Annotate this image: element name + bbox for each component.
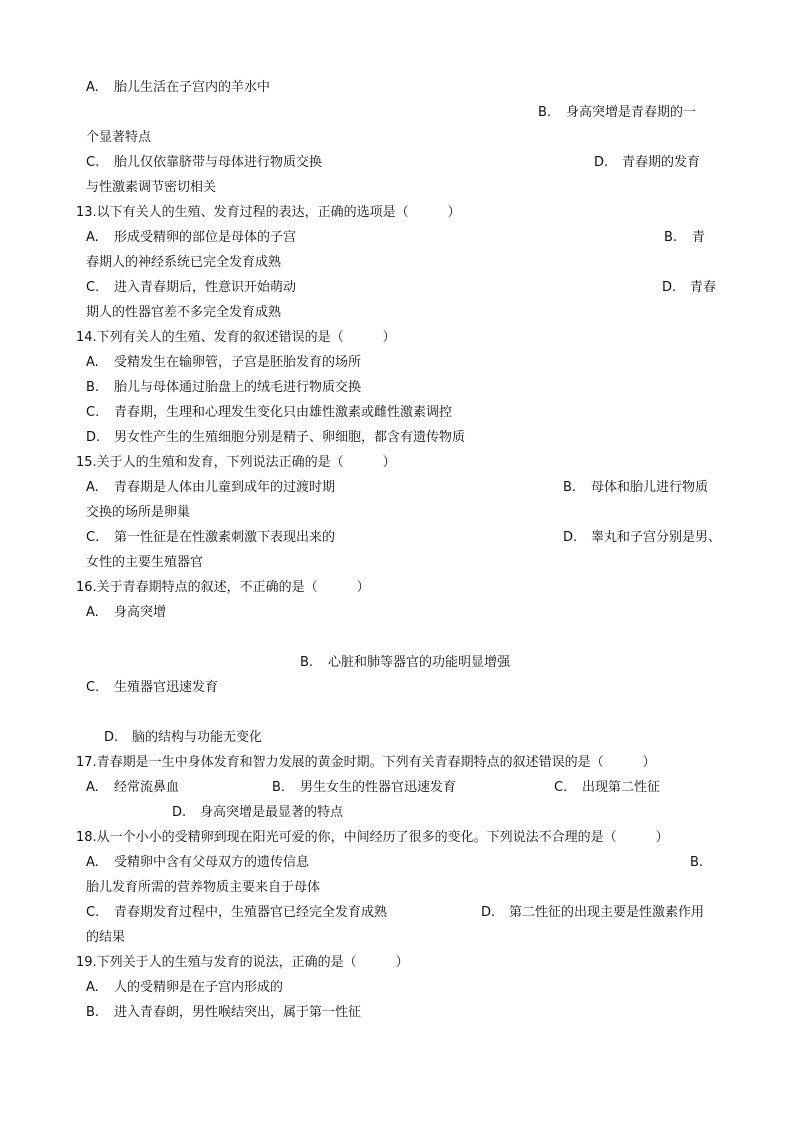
q18-option-d-text: 第二性征的出现主要是性激素作用 [509,905,705,920]
q17-option-a-text: 经常流鼻血 [114,780,180,795]
q14-option-b [86,380,361,396]
q17-option-b [272,780,456,796]
q14-option-d [86,430,465,446]
q16-option-d [104,730,262,746]
q15-option-d-continued: 女性的主要生殖器官 [86,555,204,570]
q15-option-d-label: D. [563,530,578,545]
q12-option-d-text: 青春期的发育 [622,155,701,170]
q18-option-a-text: 受精卵中含有父母双方的遗传信息 [114,855,310,870]
q13-option-c-label: C. [86,280,100,295]
q13-option-d-label: D. [662,280,677,295]
q13-option-d [662,280,716,296]
q13-stem: 13.以下有关人的生殖、发育过程的表达，正确的选项是（ ） [76,205,461,220]
q18-option-c [86,905,387,921]
q13-option-c-text: 进入青春期后，性意识开始萌动 [114,280,297,295]
q12-option-d-label: D. [594,155,609,170]
q13-option-b-text: 青 [692,230,706,245]
q14-option-d-label: D. [86,430,101,445]
q14-option-d-text: 男女性产生的生殖细胞分别是精子、卵细胞，都含有遗传物质 [114,430,466,445]
q18-option-b-continued: 胎儿发育所需的营养物质主要来自于母体 [86,880,321,895]
q13-option-d-continued: 期人的性器官差不多完全发育成熟 [86,305,282,320]
q15-option-a-label: A. [86,480,99,495]
q17-option-d-label: D. [172,805,187,820]
q17-option-a [86,780,179,796]
q14-option-b-label: B. [86,380,100,395]
q12-option-b-label: B. [538,105,552,120]
q17-option-a-label: A. [86,780,99,795]
q13-option-b-label: B. [664,230,678,245]
q16-stem: 16.关于青春期特点的叙述，不正确的是（ ） [76,580,370,595]
q12-option-a-label: A. [86,80,99,95]
q12-option-d [594,155,700,171]
q18-option-b-label: B. [690,855,704,870]
q12-option-c-label: C. [86,155,100,170]
q19-option-a [86,980,283,996]
q13-option-d-text: 青春 [690,280,717,295]
q12-option-c-text: 胎儿仅依靠脐带与母体进行物质交换 [114,155,323,170]
q15-option-b-text: 母体和胎儿进行物质 [591,480,709,495]
q13-option-b [664,230,705,246]
q17-option-d-text: 身高突增是最显著的特点 [200,805,344,820]
q14-option-a [86,355,361,371]
q16-option-c-label: C. [86,680,100,695]
q12-option-d-continued: 与性激素调节密切相关 [86,180,217,195]
q13-option-b-continued: 春期人的神经系统已完全发育成熟 [86,255,282,270]
q17-option-d [172,805,343,821]
q17-option-c-label: C. [554,780,568,795]
q18-option-c-text: 青春期发育过程中，生殖器官已经完全发育成熟 [114,905,388,920]
q16-option-c [86,680,218,696]
q16-option-b-text: 心脏和肺等器官的功能明显增强 [328,655,511,670]
q18-option-d [481,905,704,921]
q15-option-a [86,480,335,496]
q19-option-b-label: B. [86,1005,100,1020]
q16-option-d-text: 脑的结构与功能无变化 [132,730,263,745]
q15-option-d [563,530,721,546]
q18-option-d-continued: 的结果 [86,930,126,945]
q19-option-a-label: A. [86,980,99,995]
q19-option-b [86,1005,361,1021]
q12-option-b-continued: 个显著特点 [86,130,152,145]
q14-option-c [86,405,452,421]
q19-option-a-text: 人的受精卵是在子宫内形成的 [114,980,284,995]
q17-option-b-text: 男生女生的性器官迅速发育 [300,780,457,795]
q16-option-a-text: 身高突增 [114,605,167,620]
q17-option-c-text: 出现第二性征 [582,780,661,795]
q18-stem: 18.从一个小小的受精卵到现在阳光可爱的你，中间经历了很多的变化。下列说法不合理的是（ ） [76,830,669,845]
q16-option-c-text: 生殖器官迅速发育 [114,680,219,695]
q12-option-b [538,105,696,121]
q13-option-a-label: A. [86,230,99,245]
q19-stem: 19.下列关于人的生殖与发育的说法，正确的是（ ） [76,955,409,970]
q15-option-c-text: 第一性征是在性激素刺激下表现出来的 [114,530,336,545]
q17-option-c [554,780,660,796]
q16-option-a-label: A. [86,605,99,620]
q18-option-c-label: C. [86,905,100,920]
q12-option-a [86,80,270,96]
q15-option-b-label: B. [563,480,577,495]
q16-option-a [86,605,166,621]
q15-option-b-continued: 交换的场所是卵巢 [86,505,191,520]
q12-option-c [86,155,322,171]
q17-option-b-label: B. [272,780,286,795]
q19-option-b-text: 进入青春朗，男性喉结突出，属于第一性征 [114,1005,362,1020]
q14-option-c-label: C. [86,405,100,420]
q12-option-b-text: 身高突增是青春期的一 [566,105,697,120]
q17-stem: 17.青春期是一生中身体发育和智力发展的黄金时期。下列有关青春期特点的叙述错误的是（ ） [76,755,656,770]
q13-option-a [86,230,296,246]
q15-option-c-label: C. [86,530,100,545]
q15-stem: 15.关于人的生殖和发育，下列说法正确的是（ ） [76,455,396,470]
q16-option-d-label: D. [104,730,119,745]
q18-option-a [86,855,309,871]
q14-option-a-text: 受精发生在输卵管，子宫是胚胎发育的场所 [114,355,362,370]
q18-option-d-label: D. [481,905,496,920]
q16-option-b [300,655,510,671]
q15-option-c [86,530,335,546]
q14-option-a-label: A. [86,355,99,370]
q14-stem: 14.下列有关人的生殖、发育的叙述错误的是（ ） [76,330,396,345]
q16-option-b-label: B. [300,655,314,670]
q15-option-b [563,480,708,496]
q12-option-a-text: 胎儿生活在子宫内的羊水中 [114,80,271,95]
q15-option-d-text: 睾丸和子宫分别是男、 [591,530,722,545]
q15-option-a-text: 青春期是人体由儿童到成年的过渡时期 [114,480,336,495]
q13-option-c [86,280,296,296]
q14-option-c-text: 青春期，生理和心理发生变化只由雄性激素或雌性激素调控 [114,405,453,420]
q14-option-b-text: 胎儿与母体通过胎盘上的绒毛进行物质交换 [114,380,362,395]
q13-option-a-text: 形成受精卵的部位是母体的子宫 [114,230,297,245]
q18-option-a-label: A. [86,855,99,870]
